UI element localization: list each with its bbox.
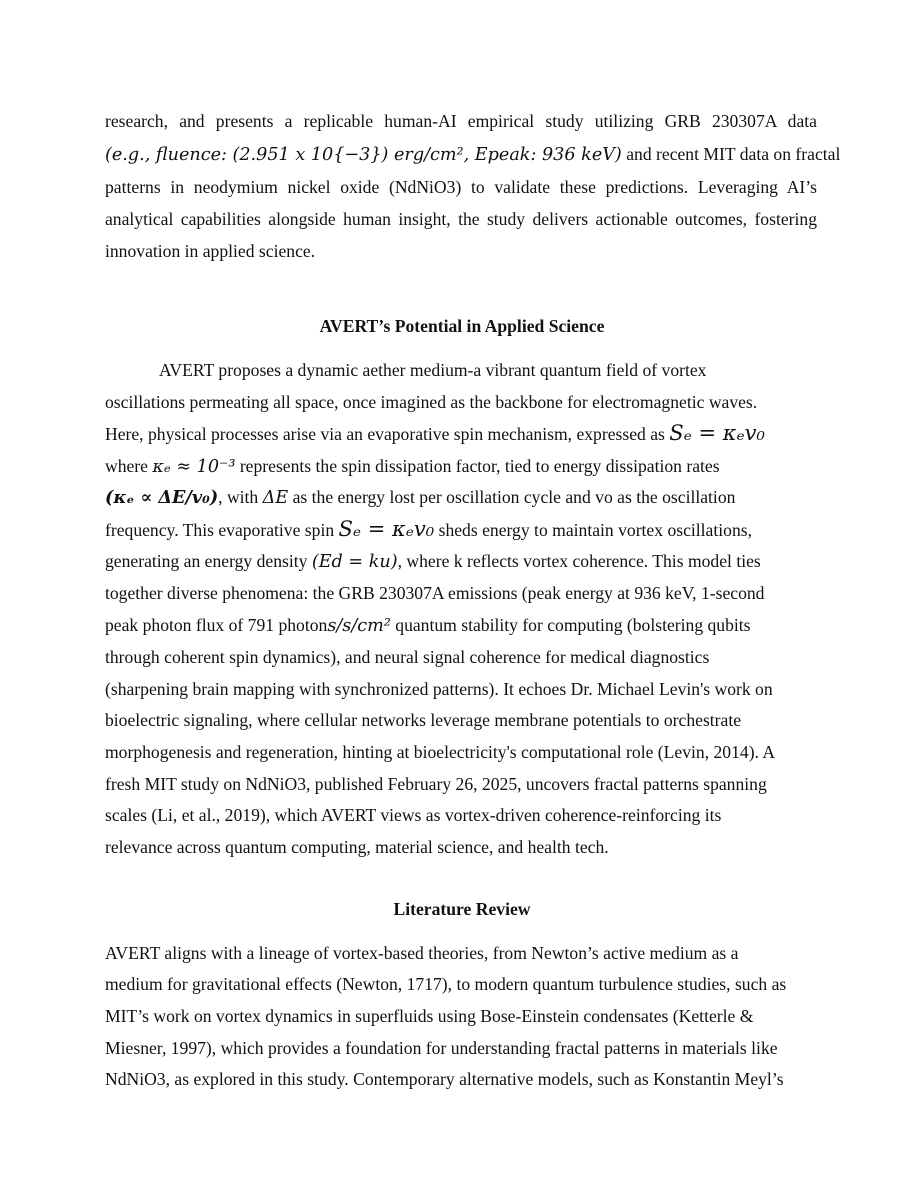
section1-line-6-pre: frequency. This evaporative spin <box>105 520 335 540</box>
section1-line-6-post: sheds energy to maintain vortex oscillations, <box>438 520 752 540</box>
section1-line-1: AVERT proposes a dynamic aether medium-a vibrant quantum field of vortex <box>159 360 707 380</box>
section1-line-7-pre: generating an energy density <box>105 551 308 571</box>
section1-line-8: together diverse phenomena: the GRB 230307A emissions (peak energy at 936 keV, 1-second <box>105 583 765 603</box>
intro-line-3: patterns in neodymium nickel oxide (NdNiO3) to validate these predictions. Leveraging AI’s <box>105 177 817 197</box>
section1-line-9-pre: peak photon flux of 791 photon <box>105 615 328 635</box>
section1-line-10: through coherent spin dynamics), and neural signal coherence for medical diagnostics <box>105 647 710 667</box>
intro-line-2-text: and recent MIT data on fractal <box>626 144 841 164</box>
section1-line-5-mid: , with <box>218 487 259 507</box>
section2-line-5: NdNiO3, as explored in this study. Contemporary alternative models, such as Konstantin Meyl’s <box>105 1069 784 1089</box>
section1-line-9-post: quantum stability for computing (bolstering qubits <box>395 615 751 635</box>
section2-line-4: Miesner, 1997), which provides a foundation for understanding fractal patterns in materials like <box>105 1038 778 1058</box>
section1-line-2: oscillations permeating all space, once imagined as the backbone for electromagnetic waves. <box>105 392 758 412</box>
section1-line-3 <box>105 422 765 445</box>
section2-line-2: medium for gravitational effects (Newton, 1717), to modern quantum turbulence studies, such as <box>105 974 787 994</box>
section1-line-12: bioelectric signaling, where cellular networks leverage membrane potentials to orchestrate <box>105 710 742 730</box>
section1-line-6 <box>105 518 752 541</box>
section1-line-7-post: , where k reflects vortex coherence. This model ties <box>397 551 761 571</box>
intro-line-4: analytical capabilities alongside human insight, the study delivers actionable outcomes, fostering <box>105 209 817 229</box>
kappa-proportional: (κₑ ∝ ΔE/v₀) <box>105 487 219 508</box>
section1-line-5 <box>105 486 735 509</box>
section2-line-1: AVERT aligns with a lineage of vortex-based theories, from Newton’s active medium as a <box>105 943 739 963</box>
section1-line-9 <box>105 614 751 637</box>
section1-line-4-pre: where <box>105 456 148 476</box>
section1-line-5-post: as the energy lost per oscillation cycle and vo as the oscillation <box>292 487 736 507</box>
section-heading-literature-review: Literature Review <box>393 899 531 919</box>
delta-e: ΔE <box>262 488 289 508</box>
section1-line-14: fresh MIT study on NdNiO3, published February 26, 2025, uncovers fractal patterns spanning <box>105 774 767 794</box>
flux-units: s/s/cm² <box>327 616 391 636</box>
kappa-approx: κₑ ≈ 10⁻³ <box>152 457 236 477</box>
intro-line-1: research, and presents a replicable human-AI empirical study utilizing GRB 230307A data <box>105 111 817 131</box>
intro-line-5: innovation in applied science. <box>105 241 316 261</box>
section1-line-13: morphogenesis and regeneration, hinting at bioelectricity's computational role (Levin, 2014). A <box>105 742 776 762</box>
section1-line-4 <box>105 455 720 478</box>
section1-line-16: relevance across quantum computing, material science, and health tech. <box>105 837 609 857</box>
spin-equation: Sₑ = κₑv₀ <box>669 421 765 445</box>
energy-density-equation: (Ed = ku) <box>311 552 398 572</box>
section1-line-15: scales (Li, et al., 2019), which AVERT views as vortex-driven coherence-reinforcing its <box>105 805 722 825</box>
section1-line-11: (sharpening brain mapping with synchronized patterns). It echoes Dr. Michael Levin's work on <box>105 679 773 699</box>
section1-line-3-text: Here, physical processes arise via an evaporative spin mechanism, expressed as <box>105 424 665 444</box>
intro-line-2 <box>105 143 840 166</box>
section2-line-3: MIT’s work on vortex dynamics in superfluids using Bose-Einstein condensates (Ketterle & <box>105 1006 754 1026</box>
section1-line-7 <box>105 550 761 573</box>
section1-line-4-post: represents the spin dissipation factor, tied to energy dissipation rates <box>239 456 720 476</box>
section-heading-applied-science: AVERT’s Potential in Applied Science <box>319 316 605 336</box>
spin-equation-2: Sₑ = κₑv₀ <box>338 517 435 541</box>
intro-inline-math: (e.g., fluence: (2.951 x 10{−3}) erg/cm², Epeak: 936 keV) <box>105 145 622 165</box>
